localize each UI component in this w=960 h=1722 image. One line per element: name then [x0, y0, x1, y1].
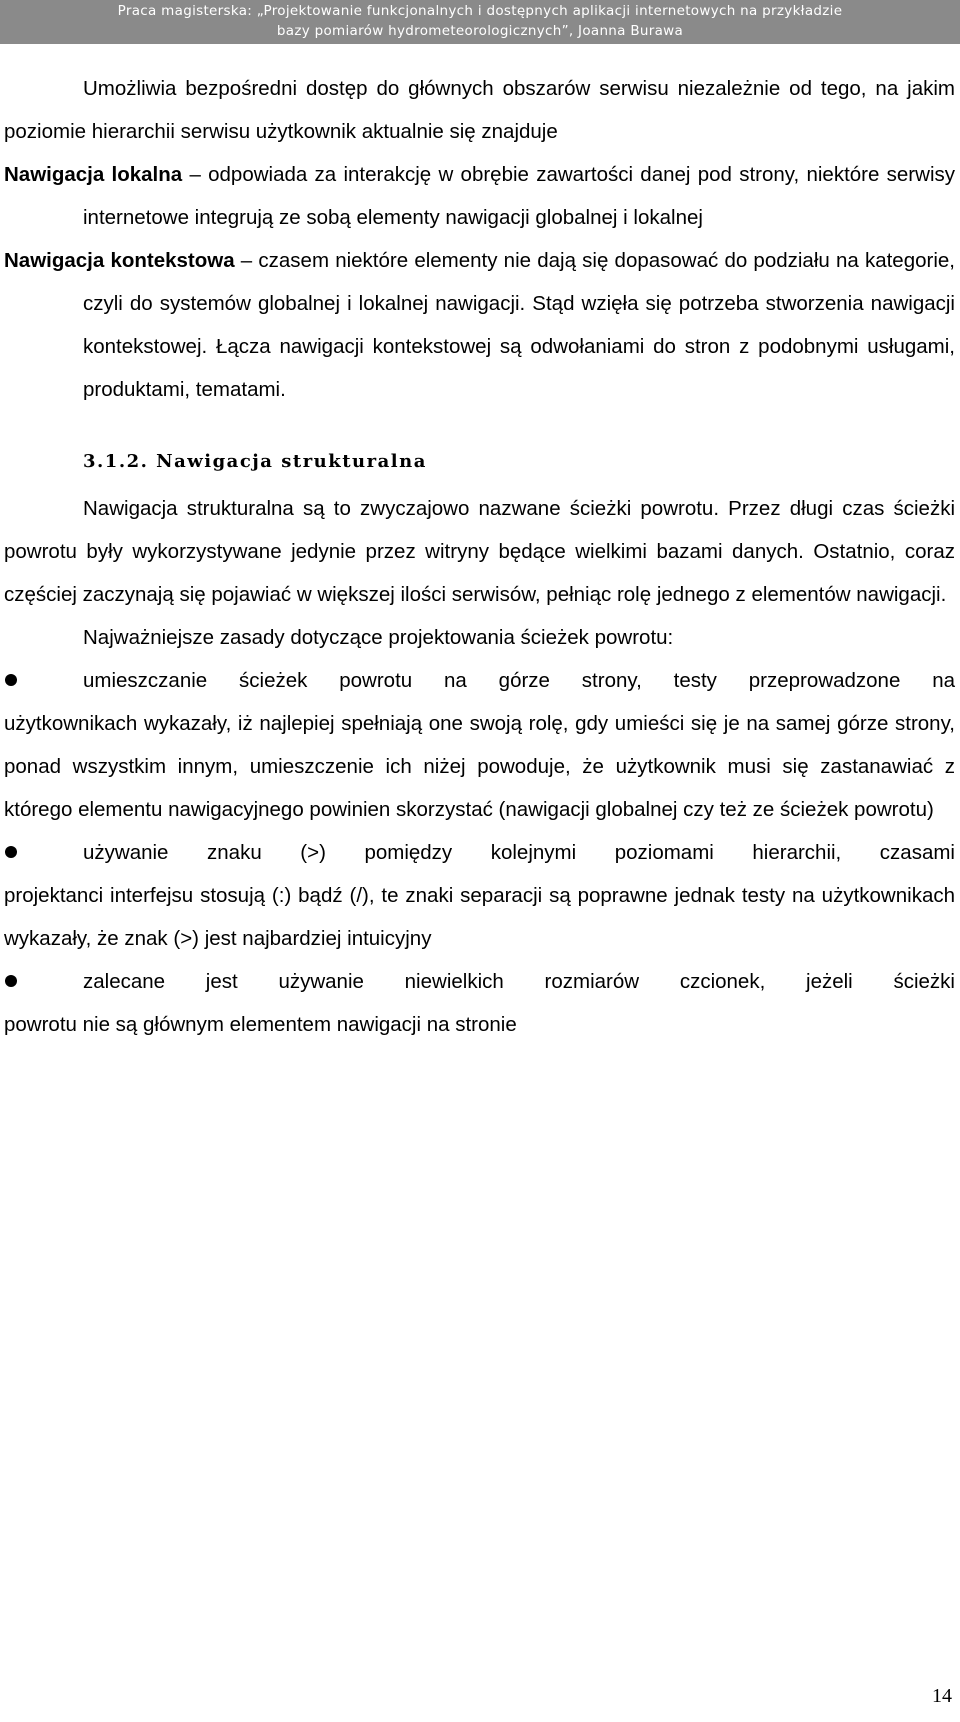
term-contextual-navigation: Nawigacja kontekstowa	[4, 249, 235, 272]
paragraph-structural-navigation: Nawigacja strukturalna są to zwyczajowo nazwane ścieżki powrotu. Przez długi czas ścieżki powrotu były wykorzystywane jedynie przez witryny będące wielkimi bazami danych. Ostatnio, coraz częściej zaczynają się pojawiać w większej ilości serwisów, pełniąc rolę jednego z elementów nawigacji.	[4, 497, 955, 606]
contextual-navigation-text: – czasem niektóre elementy nie dają się dopasować do podziału na kategorie, czyli do systemów globalnej i lokalnej nawigacji. Stąd wzięła się potrzeba stworzenia nawigacji kontekstowej. Łącza nawigacji kontekstowej są odwołaniami do stron z podobnymi usługami, produktami, tematami.	[83, 249, 955, 401]
list-item-first-line: umieszczanie ścieżek powrotu na górze strony, testy przeprowadzone na	[83, 669, 955, 692]
list-item-continuation: powrotu nie są głównym elementem nawigacji na stronie	[4, 1013, 517, 1036]
paragraph-principles-intro: Najważniejsze zasady dotyczące projektowania ścieżek powrotu:	[83, 626, 674, 649]
paragraph-local-navigation	[4, 153, 955, 239]
header-line-2: bazy pomiarów hydrometeorologicznych”, Joanna Burawa	[276, 23, 684, 39]
list-item	[4, 960, 955, 1046]
bullet-icon	[5, 975, 17, 987]
list-item-continuation: projektanci interfejsu stosują (:) bądź (/), te znaki separacji są poprawne jednak testy na użytkownikach wykazały, że znak (>) jest najbardziej intuicyjny	[4, 884, 955, 950]
paragraph-contextual-navigation	[4, 239, 955, 411]
page-number: 14	[932, 1685, 952, 1707]
local-navigation-text: – odpowiada za interakcję w obrębie zawartości danej pod strony, niektóre serwisy internetowe integrują ze sobą elementy nawigacji globalnej i lokalnej	[83, 163, 955, 229]
list-item-continuation: użytkownikach wykazały, iż najlepiej spełniają one swoją rolę, gdy umieści się je na samej górze strony, ponad wszystkim innym, umieszczenie ich niżej powoduje, że użytkownik musi się zastanawiać z którego elementu nawigacyjnego powinien skorzystać (nawigacji globalnej czy też ze ścieżek powrotu)	[4, 712, 955, 821]
term-local-navigation: Nawigacja lokalna	[4, 163, 183, 186]
document-body	[4, 67, 955, 1046]
bullet-icon	[5, 674, 17, 686]
section-heading: 3.1.2. Nawigacja strukturalna	[83, 451, 427, 472]
header-line-1: Praca magisterska: „Projektowanie funkcjonalnych i dostępnych aplikacji internetowych na przykładzie	[117, 3, 843, 19]
bullet-icon	[5, 846, 17, 858]
list-item	[4, 659, 955, 831]
paragraph-global-nav-description: Umożliwia bezpośredni dostęp do głównych obszarów serwisu niezależnie od tego, na jakim poziomie hierarchii serwisu użytkownik aktualnie się znajduje	[4, 77, 955, 143]
list-item	[4, 831, 955, 960]
list-item-first-line: używanie znaku (>) pomiędzy kolejnymi poziomami hierarchii, czasami	[83, 841, 955, 864]
list-item-first-line: zalecane jest używanie niewielkich rozmiarów czcionek, jeżeli ścieżki	[83, 970, 955, 993]
document-header	[0, 0, 960, 44]
